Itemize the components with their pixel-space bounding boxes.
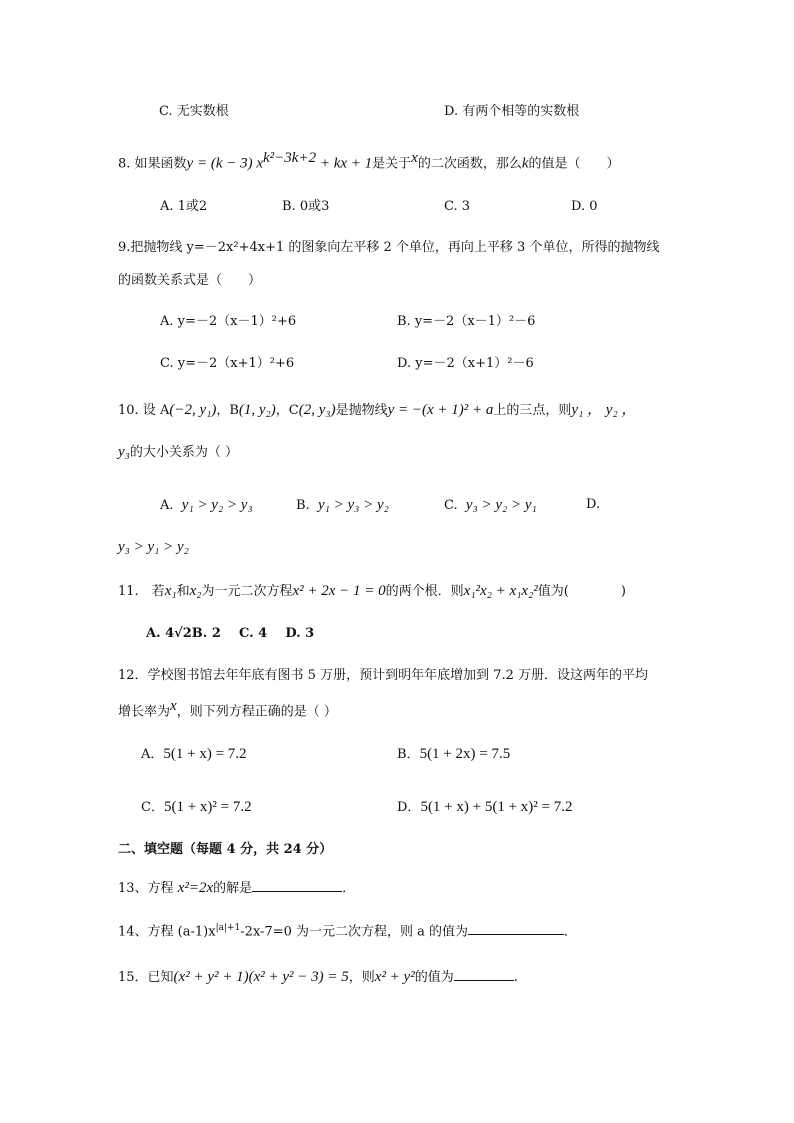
q10-option-c (444, 495, 537, 516)
q13-end: ． (342, 881, 356, 896)
q15-end: . (513, 970, 518, 985)
q10-parabola: y = −(x + 1)² + a (387, 402, 494, 418)
q8-var-k: k (521, 155, 529, 172)
q15-text: ，则 (348, 970, 375, 985)
q8-exponent: k²−3k+2 (263, 150, 317, 166)
q10-option-c-label: C. (444, 498, 458, 513)
q9-option-d: D. y=－2（x+1）²－6 (397, 356, 534, 371)
q10-option-a (160, 495, 253, 516)
question-11 (118, 581, 626, 602)
question-13 (118, 877, 355, 899)
q11-option-b: B. 2 (191, 626, 221, 641)
q12-var-x: x (170, 698, 177, 714)
q10-option-d-expr (118, 537, 189, 558)
q15-expression: x² + y² (374, 969, 415, 985)
q11-text-2: 的两个根．则 (385, 584, 464, 599)
question-14 (118, 918, 577, 942)
q14-prefix: 14、方程 (a-1)x (118, 924, 216, 940)
q14-end: ． (564, 924, 578, 940)
section-2-heading: 二、填空题（每题 4 分，共 24 分） (118, 842, 333, 857)
q10-prefix: 10. 设 A (118, 403, 170, 418)
q12-line-2-b: ，则下列方程正确的是（ ） (176, 704, 337, 720)
q14-answer-blank[interactable] (468, 920, 564, 935)
q8-option-a: A. 1或2 (160, 199, 208, 214)
q12-option-b-label: B． (397, 747, 420, 762)
q9-line-2: 的函数关系式是（ ） (118, 273, 262, 288)
q9-option-a: A. y=－2（x－1）²+6 (160, 314, 297, 329)
q10-line-2 (118, 442, 238, 463)
q15-text-2: 的值为 (414, 970, 454, 985)
q7-option-d: D. 有两个相等的实数根 (444, 104, 580, 119)
q12-option-d (397, 797, 573, 818)
q11-options (146, 624, 314, 644)
q10-var-y3: y₃ (118, 444, 130, 460)
question-10 (118, 400, 636, 421)
q11-option-d: D. 3 (285, 626, 315, 641)
q10-option-b-label: B. (296, 498, 310, 513)
q15-answer-blank[interactable] (454, 966, 514, 981)
q8-var-x: x (411, 150, 418, 166)
q10-mid: 是抛物线 (335, 403, 388, 418)
q10-option-b-expr: y₁ > y₃ > y₂ (317, 497, 389, 513)
q9-line-1: 9.把抛物线 y=－2x²+4x+1 的图象向左平移 2 个单位，再向上平移 3 个单位，所得的抛物线 (118, 240, 660, 255)
q12-option-c-expr: 5(1 + x)² = 7.2 (163, 799, 252, 815)
q8-text-mid: 是关于 (372, 156, 412, 172)
q12-option-a-label: A． (141, 747, 164, 762)
q10-option-c-expr: y₃ > y₂ > y₁ (465, 497, 537, 513)
question-15 (118, 966, 518, 988)
q10-point-c: (2, y₃) (298, 402, 336, 418)
q8-text-end: 的值是（ ） (528, 156, 620, 172)
q11-option-a: A. 4√2 (146, 626, 192, 641)
q12-option-a-expr: 5(1 + x) = 7.2 (163, 746, 247, 762)
q8-prefix: 8. 如果函数 (118, 156, 187, 172)
q15-equation: (x² + y² + 1)(x² + y² − 3) = 5 (173, 969, 349, 985)
q11-x1: x₁ (164, 583, 177, 599)
q7-option-c: C. 无实数根 (159, 104, 229, 119)
q10-option-b (296, 495, 389, 516)
q12-option-c (141, 797, 252, 818)
q10-option-d-label: D. (586, 497, 601, 512)
q10-end: 上的三点，则 (493, 403, 572, 418)
q12-option-d-expr: 5(1 + x) + 5(1 + x)² = 7.2 (420, 799, 573, 815)
q10-option-a-expr: y₁ > y₂ > y₃ (181, 497, 253, 513)
q10-point-b: (1, y₂) (238, 402, 276, 418)
q11-option-c: C. 4 (238, 626, 268, 641)
q10-line-2-text: 的大小关系为（ ） (129, 445, 239, 460)
q13-text: 的解是 (213, 881, 253, 896)
q12-option-b (397, 744, 510, 765)
q12-line-2-a: 增长率为 (118, 704, 171, 720)
q12-option-d-label: D． (397, 800, 421, 815)
q13-answer-blank[interactable] (252, 877, 342, 892)
q11-and: 和 (176, 584, 190, 599)
q11-text-1: 为一元二次方程 (201, 584, 293, 599)
q11-x2: x₂ (189, 583, 202, 599)
q12-line-1: 12．学校图书馆去年年底有图书 5 万册，预计到明年年底增加到 7.2 万册．设这两年的平均 (118, 668, 649, 683)
q8-function-tail: + kx + 1 (316, 155, 373, 172)
q10-option-a-label: A. (160, 498, 174, 513)
q8-option-c: C. 3 (444, 199, 471, 214)
q12-option-c-label: C． (141, 800, 164, 815)
q11-expression: x₁²x₂ + x₁x₂² (463, 583, 538, 599)
q11-prefix: 11. 若 (118, 584, 165, 599)
q12-line-2 (118, 696, 337, 722)
q13-equation: x²=2x (177, 880, 214, 896)
q12-option-b-expr: 5(1 + 2x) = 7.5 (419, 746, 511, 762)
q10-sep-2: ，C (275, 403, 299, 418)
q8-option-b: B. 0或3 (282, 199, 330, 214)
q10-option-d-value: y₃ > y₁ > y₂ (118, 539, 189, 555)
q8-text-mid2: 的二次函数，那么 (417, 156, 522, 172)
q13-prefix: 13、方程 (118, 881, 174, 896)
q11-text-3: 值为( ) (537, 584, 626, 599)
q8-function-base: y = (k − 3) x (186, 155, 264, 172)
q14-text: -2x-7=0 为一元二次方程，则 a 的值为 (240, 924, 469, 940)
q12-option-a (141, 744, 247, 765)
q11-equation: x² + 2x − 1 = 0 (292, 583, 386, 599)
q10-sep-1: ，B (216, 403, 239, 418)
q10-tail-vars: y₁ ， y₂ ， (571, 402, 637, 418)
q15-prefix: 15．已知 (118, 970, 174, 985)
q9-option-b: B. y=－2（x－1）²－6 (397, 314, 536, 329)
q9-option-c: C. y=－2（x+1）²+6 (160, 356, 295, 371)
q10-point-a: (−2, y₁) (169, 402, 217, 418)
q8-option-d: D. 0 (571, 199, 598, 214)
q14-exponent: |a|+1 (215, 923, 241, 933)
question-8 (118, 148, 620, 174)
